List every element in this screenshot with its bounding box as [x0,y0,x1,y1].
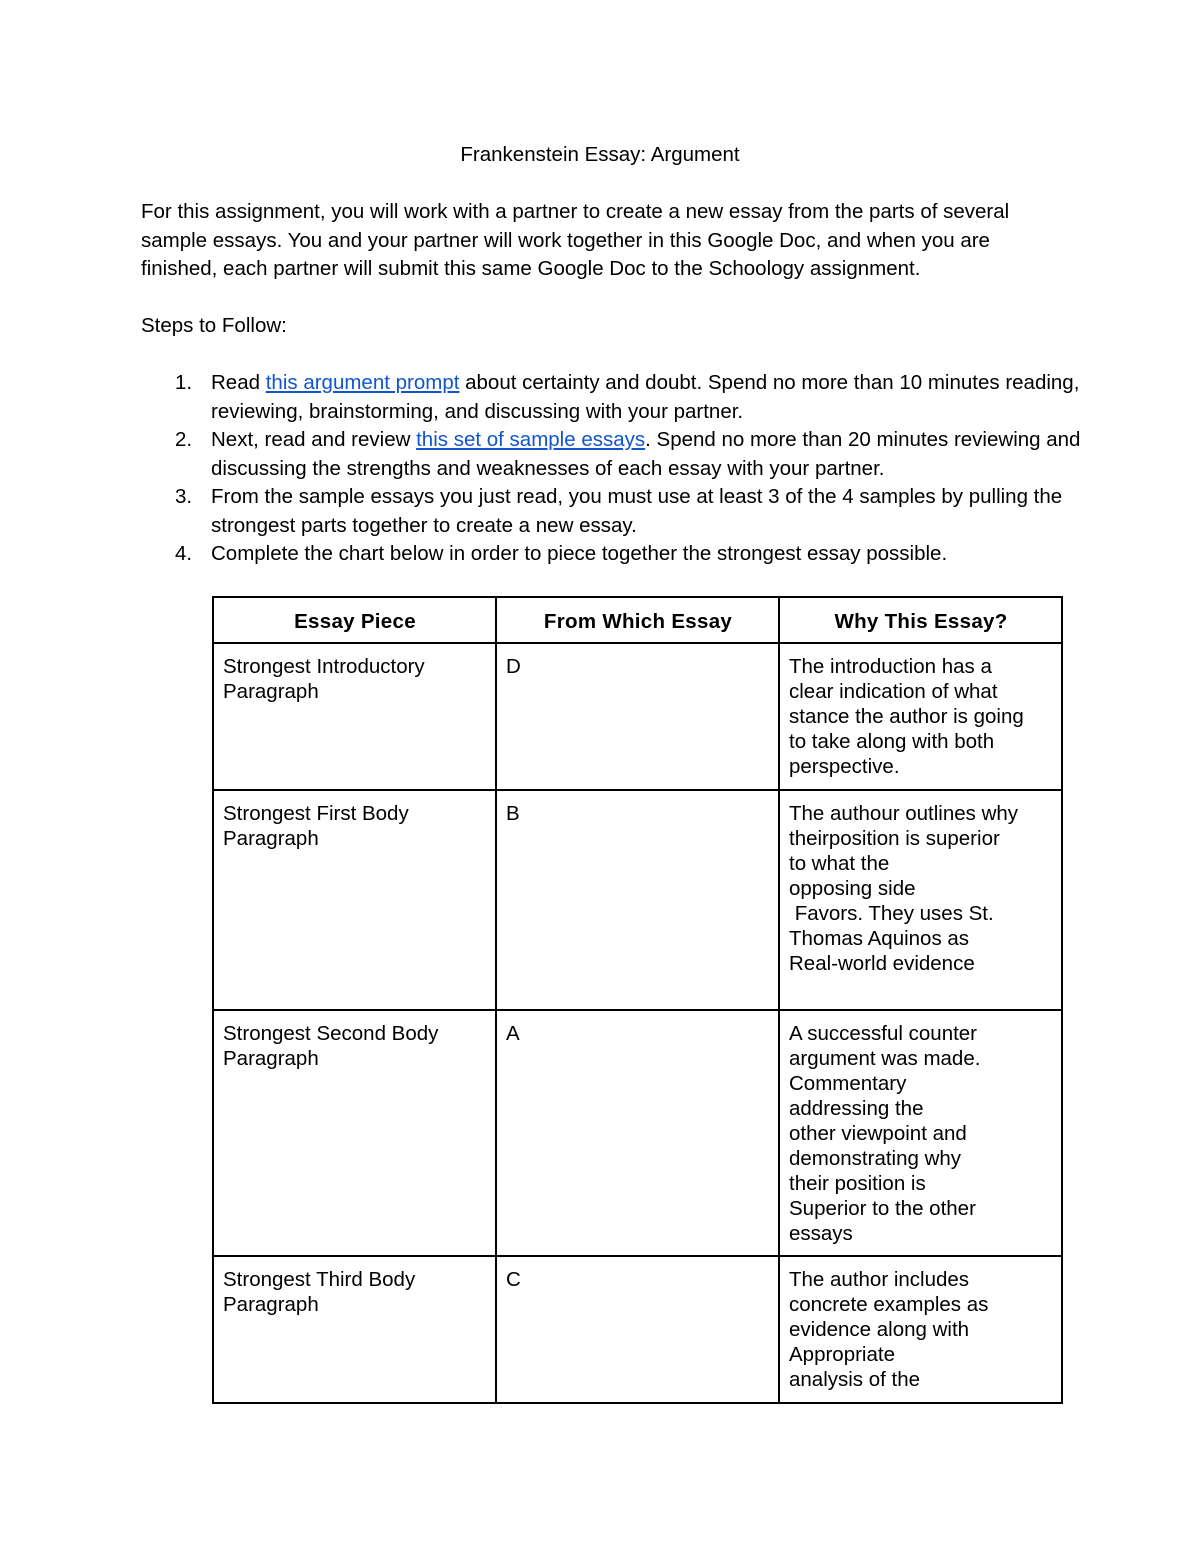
essay-piece-cell[interactable]: Strongest First Body Paragraph [213,790,496,1010]
essay-source-cell[interactable]: A [496,1010,779,1256]
reason-line: Commentary [789,1072,907,1095]
reason-line: Appropriate [789,1343,895,1366]
reason-cell[interactable] [779,790,1062,1010]
reason-line: clear indication of what [789,680,998,703]
step-number: 2. [175,428,193,451]
essay-chart-table [212,596,1063,1404]
step-number: 1. [175,371,193,394]
reason-line: The author includes [789,1268,970,1291]
reason-line: addressing the [789,1097,924,1120]
argument-prompt-link[interactable]: this argument prompt [265,371,460,394]
step-item [141,483,1081,540]
reason-line: perspective. [789,755,900,778]
reason-line: essays [789,1222,853,1245]
essay-source-cell[interactable]: C [496,1256,779,1403]
reason-line: opposing side [789,877,916,900]
reason-cell[interactable] [779,1010,1062,1256]
header-why-this-essay: Why This Essay? [779,597,1062,643]
reason-line: Favors. They uses St. [789,902,994,925]
step-text: . Spend no more than 20 minutes reviewing and discussing the strengths and weaknesses of each essay with your partner. [211,428,1081,480]
step-number: 4. [175,542,193,565]
table-row [213,643,1062,790]
reason-line: demonstrating why [789,1147,962,1170]
sample-essays-link[interactable]: this set of sample essays [416,428,646,451]
reason-line: Real-world evidence [789,952,975,975]
reason-line: Superior to the other [789,1197,976,1220]
reason-line: The authour outlines why [789,802,1019,825]
step-number: 3. [175,485,193,508]
reason-line: A successful counter [789,1022,978,1045]
essay-source-cell[interactable]: D [496,643,779,790]
reason-line: to what the [789,852,890,875]
reason-line: evidence along with [789,1318,970,1341]
table-header-row [213,597,1062,643]
intro-paragraph: For this assignment, you will work with a partner to create a new essay from the parts of several sample essays. You and your partner will work together in this Google Doc, and when you are finished, each partner will submit this same Google Doc to the Schoology assignment. [141,200,1010,280]
step-item [141,540,1081,569]
steps-heading: Steps to Follow: [141,314,287,337]
essay-piece-cell[interactable]: Strongest Introductory Paragraph [213,643,496,790]
essay-source-cell[interactable]: B [496,790,779,1010]
table-row [213,1256,1062,1403]
header-from-which-essay: From Which Essay [496,597,779,643]
reason-line: stance the author is going [789,705,1024,728]
essay-piece-cell[interactable]: Strongest Third Body Paragraph [213,1256,496,1403]
step-text: Next, read and review [211,428,417,451]
document-title: Frankenstein Essay: Argument [460,143,740,166]
steps-list [141,369,1081,569]
table-row [213,790,1062,1010]
reason-line: The introduction has a [789,655,992,678]
step-item [141,426,1081,483]
reason-line: Thomas Aquinos as [789,927,970,950]
step-text: From the sample essays you just read, you must use at least 3 of the 4 samples by pulling the strongest parts together to create a new essay. [211,485,1063,537]
reason-line: theirposition is superior [789,827,1000,850]
essay-piece-cell[interactable]: Strongest Second Body Paragraph [213,1010,496,1256]
reason-line: concrete examples as [789,1293,989,1316]
table-row [213,1010,1062,1256]
step-text: about certainty and doubt. Spend no more than 10 minutes reading, reviewing, brainstorming, and discussing with your partner. [211,371,1080,423]
reason-line: their position is [789,1172,926,1195]
reason-line: argument was made. [789,1047,981,1070]
reason-line: other viewpoint and [789,1122,967,1145]
reason-line: analysis of the [789,1368,921,1391]
step-text: Complete the chart below in order to piece together the strongest essay possible. [211,542,948,565]
reason-line: to take along with both [789,730,995,753]
step-text: Read [211,371,266,394]
reason-cell[interactable] [779,1256,1062,1403]
reason-cell[interactable] [779,643,1062,790]
step-item [141,369,1081,426]
header-essay-piece: Essay Piece [213,597,496,643]
